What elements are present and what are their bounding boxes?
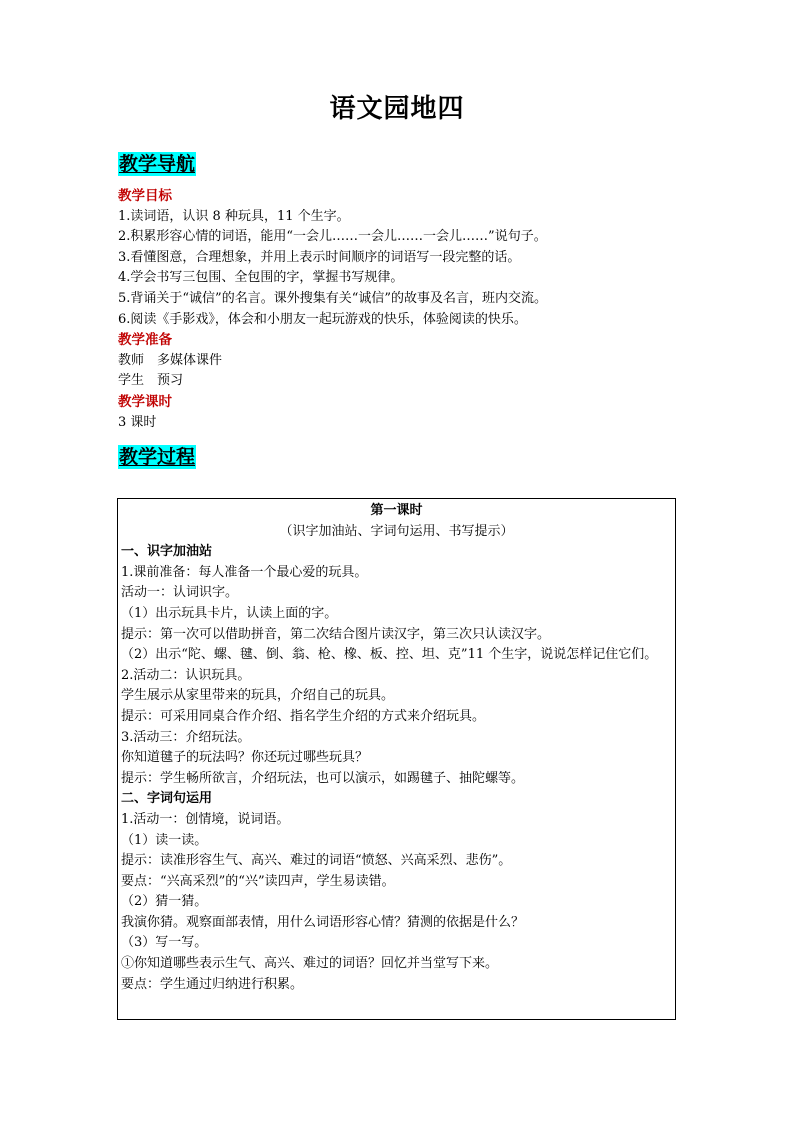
part1-line: （1）出示玩具卡片，认读上面的字。	[121, 605, 338, 621]
lesson-heading: 第一课时	[370, 503, 423, 518]
part2-line: ①你知道哪些表示生气、高兴、难过的词语？回忆并当堂写下来。	[121, 956, 499, 972]
prep-title: 教学准备	[118, 332, 172, 349]
hours-value: 3 课时	[118, 414, 157, 430]
goals-title: 教学目标	[118, 188, 172, 204]
part2-line: 提示：读准形容生气、高兴、难过的词语“愤怒、兴高采烈、悲伤”。	[121, 853, 512, 869]
goal-item: 6.阅读《手影戏》，体会和小朋友一起玩游戏的快乐，体验阅读的快乐。	[118, 311, 527, 327]
goal-item: 2.积累形容心情的词语，能用“一会儿……一会儿……一会儿……”说句子。	[118, 229, 547, 245]
part1-line: 1.课前准备：每人准备一个最心爱的玩具。	[121, 564, 368, 580]
part2-line: 我演你猜。观察面部表情，用什么词语形容心情？猜测的依据是什么？	[121, 914, 525, 930]
hours-title: 教学课时	[118, 393, 172, 410]
part2-line: 要点：学生通过归纳进行积累。	[121, 976, 304, 992]
part1-line: 学生展示从家里带来的玩具，介绍自己的玩具。	[121, 688, 395, 704]
goal-item: 3.看懂图意，合理想象，并用上表示时间顺序的词语写一段完整的话。	[118, 249, 521, 265]
prep-item: 学生 预习	[118, 373, 184, 389]
page-title: 语文园地四	[329, 94, 465, 124]
part2-line: （2）猜一猜。	[121, 894, 208, 910]
part1-line: 提示：可采用同桌合作介绍、指名学生介绍的方式来介绍玩具。	[121, 708, 486, 724]
part1-line: 3.活动三：介绍玩法。	[121, 729, 251, 745]
part1-line: （2）出示“陀、螺、毽、倒、翁、枪、橡、板、控、坦、克”11 个生字，说说怎样记住它们。	[121, 647, 658, 663]
guide-content	[118, 186, 718, 433]
prep-item: 教师 多媒体课件	[118, 352, 223, 368]
goal-item: 5.背诵关于“诚信”的名言。课外搜集有关“诚信”的故事及名言，班内交流。	[118, 290, 547, 306]
part1-title: 一、识字加油站	[121, 544, 213, 560]
part2-line: （1）读一读。	[121, 832, 208, 848]
goal-item: 1.读词语，认识 8 种玩具，11 个生字。	[118, 208, 350, 224]
section-heading-guide: 教学导航	[119, 153, 196, 175]
part2-line: 1.活动一：创情境，说词语。	[121, 811, 290, 827]
section-heading-process: 教学过程	[119, 446, 196, 468]
part1-line: 提示：第一次可以借助拼音，第二次结合图片读汉字，第三次只认读汉字。	[121, 626, 551, 642]
part1-line: 提示：学生畅所欲言，介绍玩法，也可以演示，如踢毽子、抽陀螺等。	[121, 770, 525, 786]
lesson-subheading: （识字加油站、字词句运用、书写提示）	[279, 523, 514, 539]
goal-item: 4.学会书写三包围、全包围的字，掌握书写规律。	[118, 270, 404, 286]
part1-line: 你知道毽子的玩法吗？你还玩过哪些玩具？	[121, 750, 369, 766]
part1-line: 活动一：认词识字。	[121, 585, 239, 601]
part2-line: 要点：“兴高采烈”的“兴”读四声，学生易读错。	[121, 873, 395, 889]
part2-line: （3）写一写。	[121, 935, 208, 951]
part1-line: 2.活动二：认识玩具。	[121, 667, 251, 683]
part2-title: 二、字词句运用	[121, 791, 213, 807]
lesson-table	[117, 498, 676, 1020]
